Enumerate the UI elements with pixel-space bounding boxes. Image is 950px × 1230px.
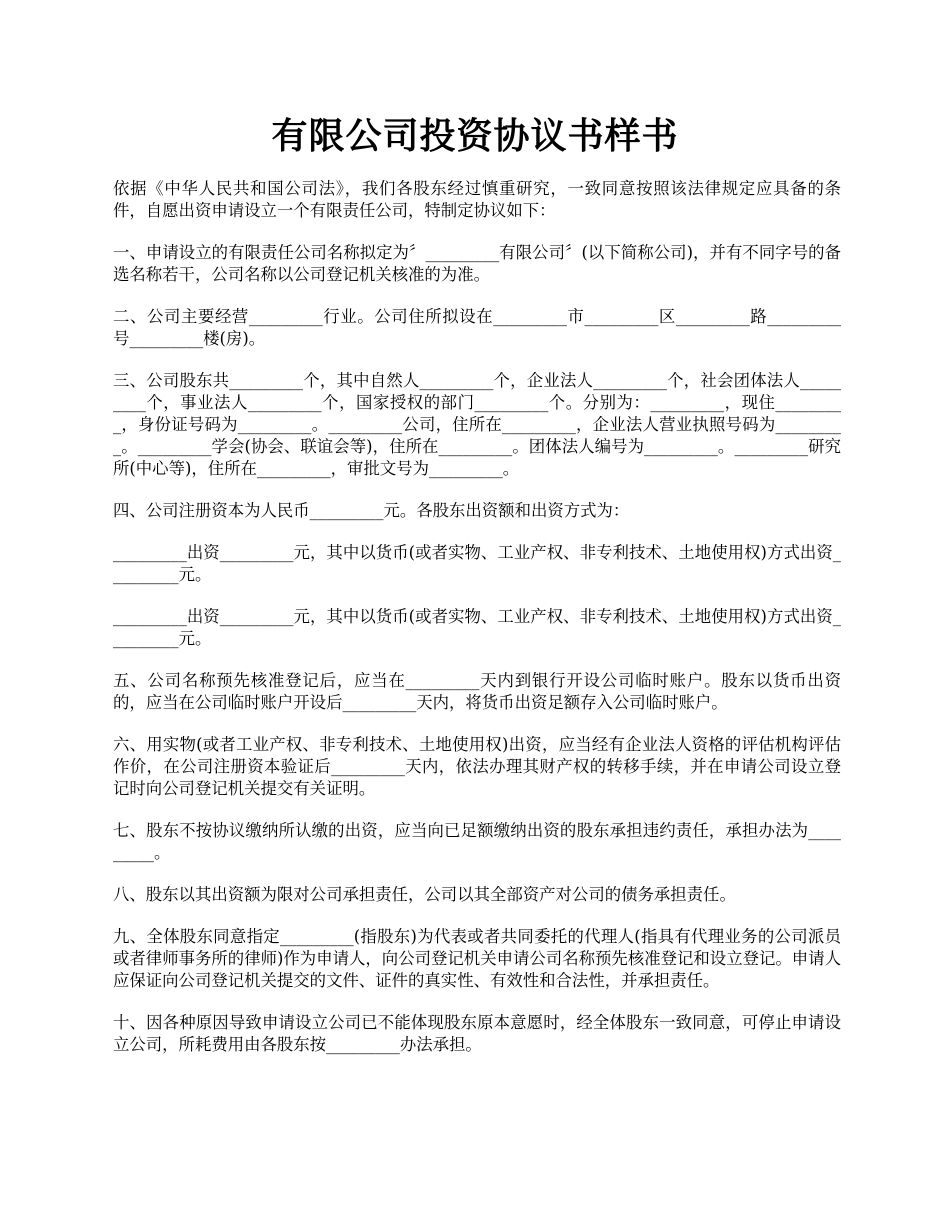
clause-9-applicant-designation: 九、全体股东同意指定_________(指股东)为代表或者共同委托的代理人(指具有代理业务的公司派员或者律师事务所的律师)作为申请人，向公司登记机关申请公司名称预先核准登记和设立登记。申请人应保证向公司登记机关提交的文件、证件的真实性、有效性和合法性，并承担责任。	[113, 927, 841, 990]
clause-2-business-address: 二、公司主要经营_________行业。公司住所拟设在_________市_________区_________路_________号_________楼(房)。	[113, 307, 841, 348]
clause-8-limited-liability: 八、股东以其出资额为限对公司承担责任，公司以其全部资产对公司的债务承担责任。	[113, 885, 736, 904]
clause-1-company-name: 一、申请设立的有限责任公司名称拟定为〞_________有限公司〞(以下简称公司)，并有不同字号的备选名称若干，公司名称以公司登记机关核准的为准。	[113, 243, 841, 284]
document-body	[113, 178, 841, 1076]
clause-5-bank-account: 五、公司名称预先核准登记后，应当在_________天内到银行开设公司临时账户。股东以货币出资的，应当在公司临时账户开设后_________天内，将货币出资足额存入公司临时账户。	[113, 671, 841, 712]
clause-10-termination: 十、因各种原因导致申请设立公司已不能体现股东原本意愿时，经全体股东一致同意，可停止申请设立公司，所耗费用由各股东按_________办法承担。	[113, 1013, 841, 1054]
preamble-paragraph: 依据《中华人民共和国公司法》，我们各股东经过慎重研究，一致同意按照该法律规定应具备的条件，自愿出资申请设立一个有限责任公司，特制定协议如下：	[113, 179, 841, 220]
contribution-entry-1: _________出资_________元，其中以货币(或者实物、工业产权、非专利技术、土地使用权)方式出资_________元。	[113, 543, 841, 584]
clause-6-in-kind-contribution: 六、用实物(或者工业产权、非专利技术、土地使用权)出资，应当经有企业法人资格的评估机构评估作价，在公司注册资本验证后_________天内，依法办理其财产权的转移手续，并在申请公司设立登记时向公司登记机关提交有关证明。	[113, 735, 841, 798]
clause-7-breach-liability: 七、股东不按协议缴纳所认缴的出资，应当向已足额缴纳出资的股东承担违约责任，承担办法为_________。	[113, 821, 841, 862]
document-title: 有限公司投资协议书样书	[271, 115, 679, 157]
clause-3-shareholders: 三、公司股东共_________个，其中自然人_________个，企业法人_________个，社会团体法人_________个，事业法人_________个，国家授权的部门_________个。分别为：_________，现住_________，身份证号码为_________。_________公司，住所在_________，企业法人营业执照号码为_________。_________学会(协会、联谊会等)，住所在_________。团体法人编号为_________。_________研究所(中心等)，住所在_________，审批文号为_________。	[113, 371, 841, 478]
clause-4-registered-capital: 四、公司注册资本为人民币_________元。各股东出资额和出资方式为：	[113, 501, 630, 520]
contribution-entry-2: _________出资_________元，其中以货币(或者实物、工业产权、非专利技术、土地使用权)方式出资_________元。	[113, 607, 841, 648]
